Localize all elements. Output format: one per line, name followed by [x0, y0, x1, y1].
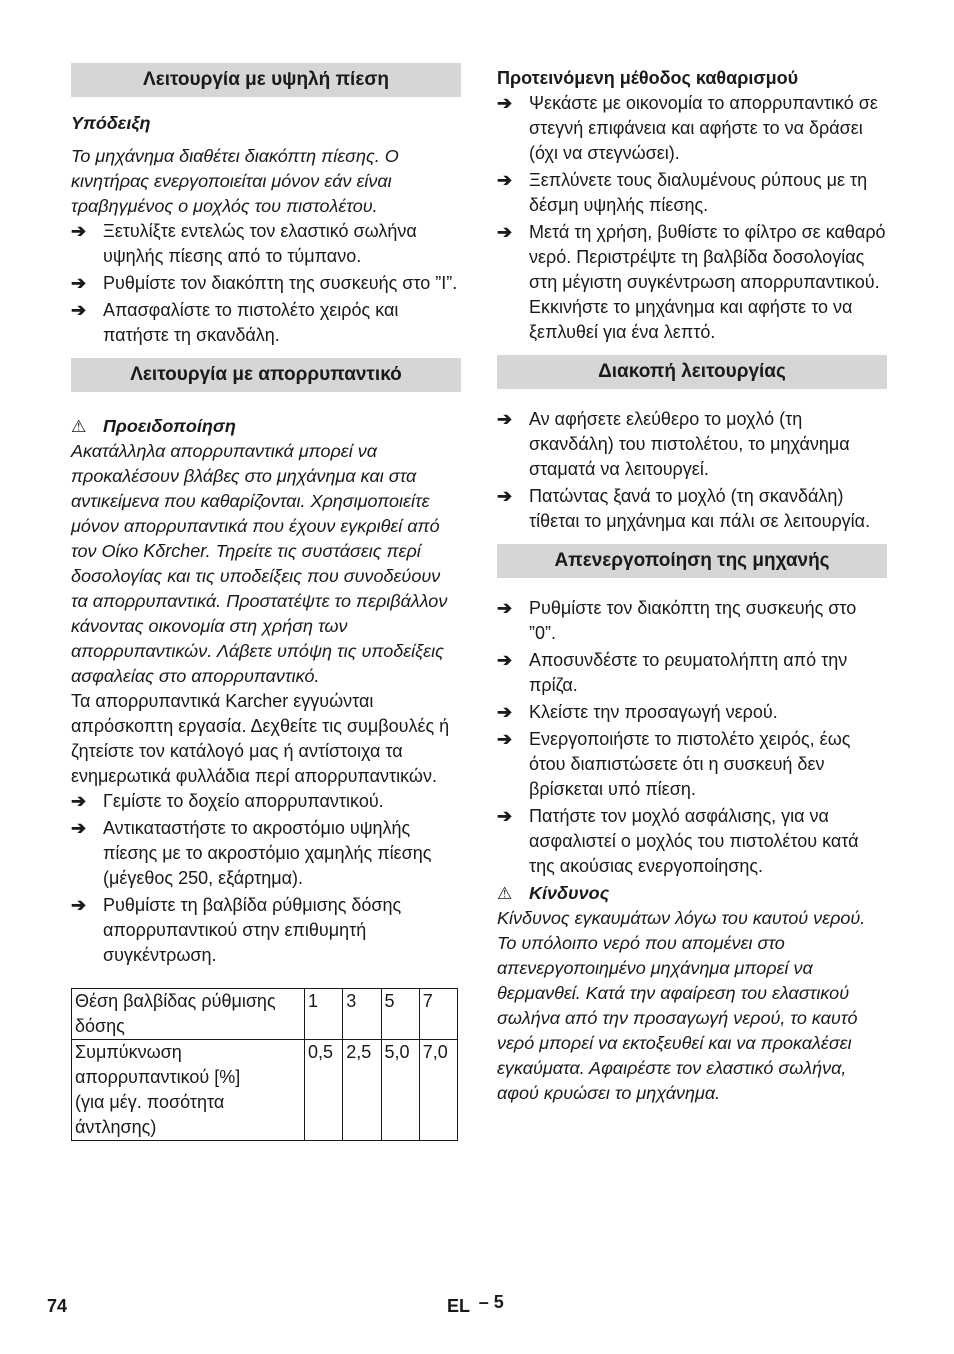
page-number: 74: [47, 1296, 68, 1316]
danger-title: Κίνδυνος: [529, 883, 610, 903]
list-item: ➔ Ρυθμίστε τον διακόπτη της συσκευής στο ”0”.: [497, 596, 887, 646]
table-cell: 0,5: [305, 1040, 343, 1141]
arrow-right-icon: ➔: [497, 598, 513, 618]
note-title: Υπόδειξη: [71, 113, 151, 133]
table-cell: 1: [305, 989, 343, 1040]
warning-text: Ακατάλληλα απορρυπαντικά μπορεί να προκαλέσουν βλάβες στο μηχάνημα και στα αντικείμενα που καθαρίζονται. Χρησιμοποιείτε μόνον απορρυπαντικά που έχουν εγκριθεί από τον Οίκο Kδrcher. Τηρείτε τις συστάσεις περί δοσολογίας και τις υποδείξεις που συνοδεύουν τα απορρυπαντικά. Προστατέψτε το περιβάλλον κάνοντας οικονομία στη χρήση των απορρυπαντικών. Λάβετε υπόψη τις υποδείξεις ασφαλείας στο απορρυπαντικό.: [71, 441, 448, 686]
warning-heading: [71, 414, 461, 439]
arrow-right-icon: ➔: [497, 729, 513, 749]
danger-text: Κίνδυνος εγκαυμάτων λόγω του καυτού νερού. Το υπόλοιπο νερό που απομένει στο απενεργοποιημένο μηχάνημα μπορεί να θερμανθεί. Κατά την αφαίρεση του ελαστικού σωλήνα από την προσαγωγή νερού, το καυτό νερό μπορεί να εκτοξευθεί και να προκαλέσει εγκαύματα. Αφαιρέστε τον ελαστικό σωλήνα, αφού κρυώσει το μηχάνημα.: [497, 908, 866, 1103]
list-item: ➔ Αν αφήσετε ελεύθερο το μοχλό (τη σκανδάλη) του πιστολέτου, το μηχάνημα σταματά να λειτουργεί.: [497, 407, 887, 482]
list-item: ➔ Ενεργοποιήστε το πιστολέτο χειρός, έως ότου διαπιστώσετε ότι η συσκευή δεν βρίσκεται υπό πίεση.: [497, 727, 887, 802]
dosage-table: [71, 988, 458, 1141]
steps-detergent: [71, 789, 461, 968]
list-item: ➔ Κλείστε την προσαγωγή νερού.: [497, 700, 887, 725]
table-row: [72, 1040, 458, 1141]
section-header-stop: Διακοπή λειτουργίας: [497, 355, 887, 389]
section-header-high-pressure: Λειτουργία με υψηλή πίεση: [71, 63, 461, 97]
arrow-right-icon: ➔: [71, 221, 87, 241]
arrow-right-icon: ➔: [71, 273, 87, 293]
arrow-right-icon: ➔: [71, 791, 87, 811]
warning-title: Προειδοποίηση: [103, 416, 236, 436]
table-cell: Συμπύκνωση απορρυπαντικού [%] (για μέγ. ποσότητα άντλησης): [72, 1040, 305, 1141]
arrow-right-icon: ➔: [497, 702, 513, 722]
arrow-right-icon: ➔: [497, 486, 513, 506]
warning-triangle-icon: ⚠: [71, 417, 87, 436]
arrow-right-icon: ➔: [497, 222, 513, 242]
section-header-detergent: Λειτουργία με απορρυπαντικό: [71, 358, 461, 392]
steps-stop: [497, 407, 887, 534]
danger-heading: [497, 881, 887, 906]
table-cell: 3: [343, 989, 381, 1040]
list-item: ➔ Πατήστε τον μοχλό ασφάλισης, για να ασφαλιστεί ο μοχλός του πιστολέτου κατά της ακούσιας ενεργοποίησης.: [497, 804, 887, 879]
list-item: ➔ Αντικαταστήστε το ακροστόμιο υψηλής πίεσης με το ακροστόμιο χαμηλής πίεσης (μέγεθος 250, εξάρτημα).: [71, 816, 461, 891]
list-item: ➔ Πατώντας ξανά το μοχλό (τη σκανδάλη) τίθεται το μηχάνημα και πάλι σε λειτουργία.: [497, 484, 887, 534]
list-item: ➔ Ξεπλύνετε τους διαλυμένους ρύπους με τη δέσμη υψηλής πίεσης.: [497, 168, 887, 218]
list-item: ➔ Γεμίστε το δοχείο απορρυπαντικού.: [71, 789, 461, 814]
footer-language: [447, 1292, 504, 1317]
left-column: [71, 63, 461, 1141]
arrow-right-icon: ➔: [497, 93, 513, 113]
list-item: ➔ Ψεκάστε με οικονομία το απορρυπαντικό σε στεγνή επιφάνεια και αφήστε το να δράσει (όχι να στεγνώσει).: [497, 91, 887, 166]
arrow-right-icon: ➔: [497, 409, 513, 429]
arrow-right-icon: ➔: [497, 806, 513, 826]
list-item: ➔ Μετά τη χρήση, βυθίστε το φίλτρο σε καθαρό νερό. Περιστρέψτε τη βαλβίδα δοσολογίας στη μέγιστη συγκέντρωση απορρυπαντικού. Εκκινήστε το μηχάνημα και αφήστε το να ξεπλυθεί για ένα λεπτό.: [497, 220, 887, 345]
right-column: [497, 66, 887, 1106]
list-item: ➔ Αποσυνδέστε το ρευματολήπτη από την πρίζα.: [497, 648, 887, 698]
section-header-shutdown: Απενεργοποίηση της μηχανής: [497, 544, 887, 578]
table-cell: 5,0: [381, 1040, 419, 1141]
steps-method: [497, 91, 887, 345]
arrow-right-icon: ➔: [71, 818, 87, 838]
table-cell: Θέση βαλβίδας ρύθμισης δόσης: [72, 989, 305, 1040]
method-title: Προτεινόμενη μέθοδος καθαρισμού: [497, 68, 799, 88]
list-item: ➔ Ρυθμίστε τη βαλβίδα ρύθμισης δόσης απορρυπαντικού στην επιθυμητή συγκέντρωση.: [71, 893, 461, 968]
steps-shutdown: [497, 596, 887, 879]
arrow-right-icon: ➔: [497, 170, 513, 190]
section-number: – 5: [478, 1292, 504, 1312]
detergent-info-text: Τα απορρυπαντικά Karcher εγγυώνται απρόσκοπτη εργασία. Δεχθείτε τις συμβουλές ή ζητείστε τον κατάλογό μας ή αντίστοιχα τα ενημερωτικά φυλλάδια περί απορρυπαντικών.: [71, 691, 450, 786]
table-cell: 5: [381, 989, 419, 1040]
table-row: [72, 989, 458, 1040]
note-text: Το μηχάνημα διαθέτει διακόπτη πίεσης. Ο κινητήρας ενεργοποιείται μόνον εάν είναι τραβηγμένος ο μοχλός του πιστολέτου.: [71, 146, 399, 216]
arrow-right-icon: ➔: [71, 895, 87, 915]
warning-triangle-icon: ⚠: [497, 884, 513, 903]
table-cell: 2,5: [343, 1040, 381, 1141]
language-code: EL: [447, 1296, 470, 1316]
list-item: ➔ Ρυθμίστε τον διακόπτη της συσκευής στο ”I”.: [71, 271, 461, 296]
arrow-right-icon: ➔: [71, 300, 87, 320]
list-item: ➔ Απασφαλίστε το πιστολέτο χειρός και πατήστε τη σκανδάλη.: [71, 298, 461, 348]
table-cell: 7,0: [419, 1040, 457, 1141]
table-cell: 7: [419, 989, 457, 1040]
arrow-right-icon: ➔: [497, 650, 513, 670]
list-item: ➔ Ξετυλίξτε εντελώς τον ελαστικό σωλήνα υψηλής πίεσης από το τύμπανο.: [71, 219, 461, 269]
steps-high-pressure: [71, 219, 461, 348]
